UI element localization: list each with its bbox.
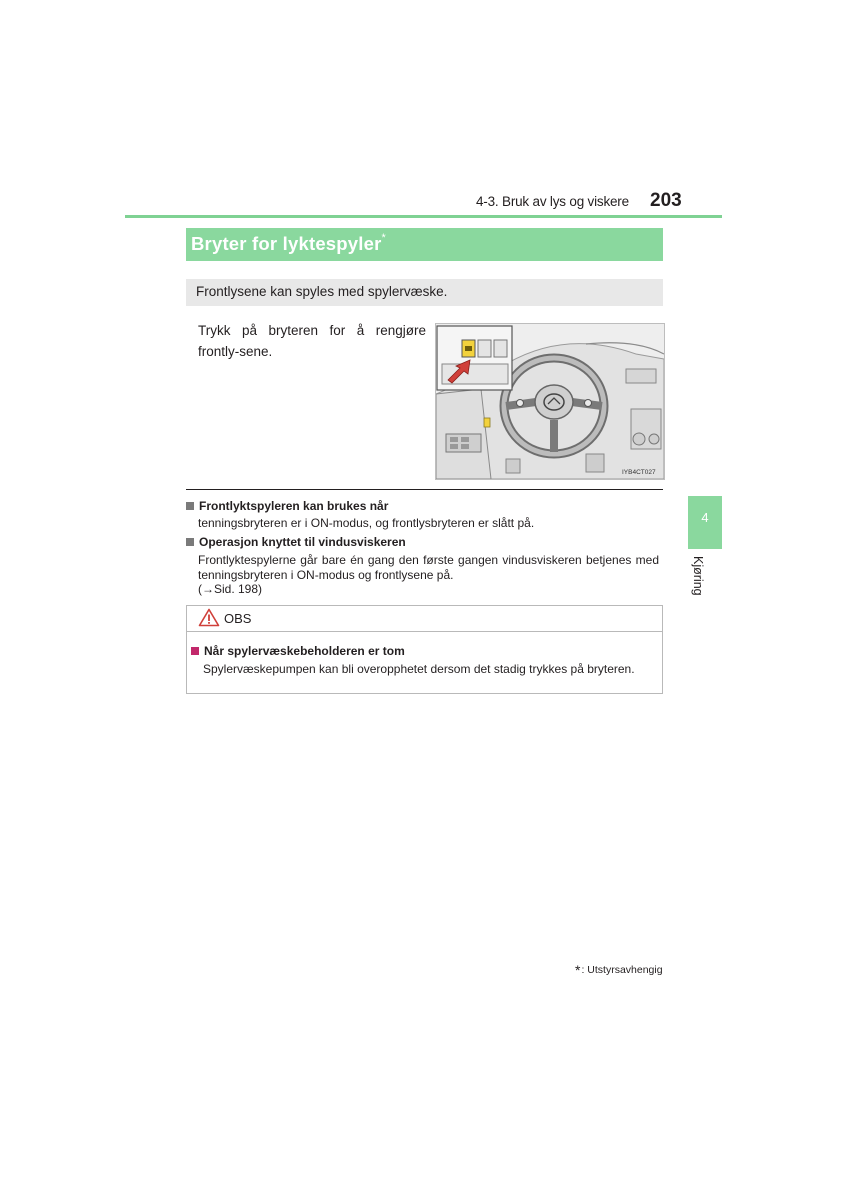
caution-header (187, 606, 662, 632)
footnote (575, 960, 663, 976)
page-reference-link[interactable]: (→Sid. 198) (198, 582, 263, 596)
title-bar (186, 228, 663, 261)
caution-body: Spylervæskepumpen kan bli overopphetet dersom det stadig trykkes på bryteren. (203, 662, 635, 676)
warning-triangle-icon (198, 608, 220, 627)
chapter-tab (688, 496, 722, 549)
instruction-text: Trykk på bryteren for å rengjøre frontly-sene. (198, 323, 426, 359)
note-body-2: Frontlyktespylerne går bare én gang den første gangen vindusviskeren betjenes med tenningsbryteren i ON-modus og frontlysene på. (198, 553, 659, 582)
caution-heading-text: Når spylervæskebeholderen er tom (204, 644, 405, 658)
summary-text: Frontlysene kan spyles med spylervæske. (196, 284, 448, 299)
page-number: 203 (650, 190, 682, 211)
caution-label: OBS (224, 611, 252, 626)
summary-box (186, 279, 663, 306)
note-heading-2-text: Operasjon knyttet til vindusviskeren (199, 535, 406, 549)
bullet-square-icon (186, 538, 194, 546)
header-rule (125, 215, 722, 218)
steering-wheel-illustration (436, 324, 664, 479)
caution-heading (191, 644, 405, 658)
page-heading (191, 233, 386, 255)
note-heading-1 (186, 499, 388, 513)
note-heading-2 (186, 535, 406, 549)
footnote-asterisk: * (575, 962, 581, 978)
note-body-1: tenningsbryteren er i ON-modus, og frontlysbryteren er slått på. (198, 516, 535, 530)
chapter-label: Kjøring (691, 556, 705, 596)
bullet-square-icon (186, 502, 194, 510)
page-heading-text: Bryter for lyktespyler (191, 233, 382, 254)
section-divider (186, 489, 663, 490)
caution-box (186, 605, 663, 694)
section-title: 4-3. Bruk av lys og viskere (476, 194, 629, 209)
note-heading-1-text: Frontlyktspyleren kan brukes når (199, 499, 389, 513)
chapter-number: 4 (701, 510, 709, 525)
heading-asterisk: * (381, 231, 386, 244)
illustration-code: IYB4CT027 (622, 469, 656, 476)
footnote-text: : Utstyrsavhengig (581, 964, 663, 976)
dashboard-illustration (435, 323, 665, 480)
bullet-square-icon (191, 647, 199, 655)
